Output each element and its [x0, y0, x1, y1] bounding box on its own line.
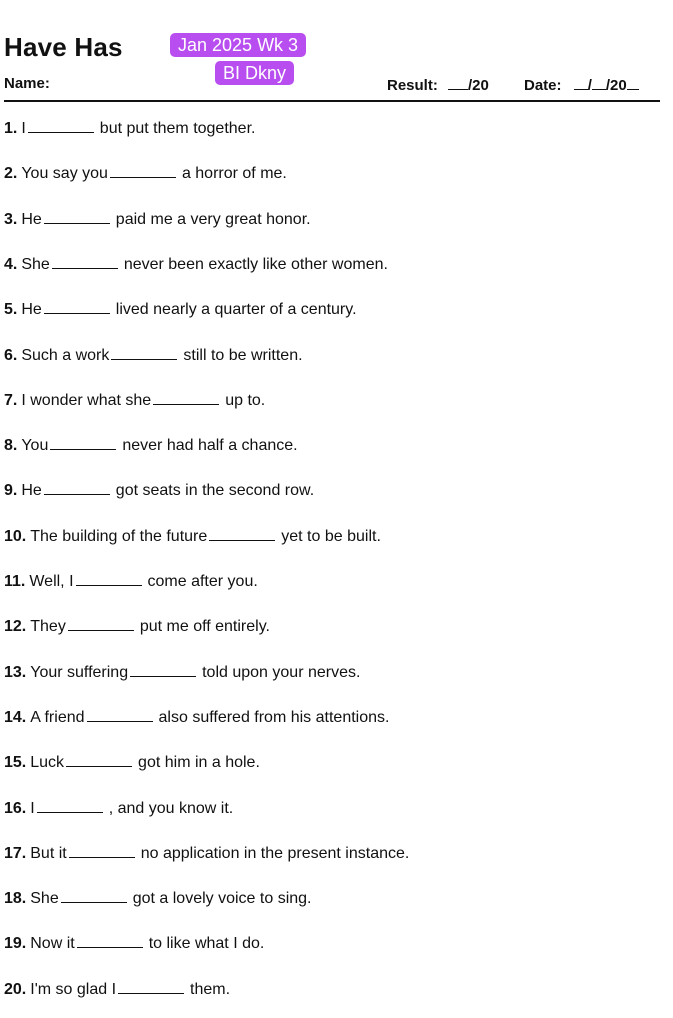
question-number: 19. — [4, 935, 27, 953]
answer-blank[interactable] — [44, 211, 110, 224]
answer-blank[interactable] — [69, 845, 135, 858]
question-text-before: She — [30, 890, 59, 908]
sticker-label-author: BI Dkny — [215, 61, 294, 85]
question-row — [4, 482, 314, 500]
question-text-after: told upon your nerves. — [202, 663, 361, 681]
date-year-blank[interactable] — [627, 75, 639, 90]
question-number: 20. — [4, 980, 27, 998]
sticker-label-week: Jan 2025 Wk 3 — [170, 33, 306, 57]
question-row — [4, 664, 360, 682]
question-number: 6. — [4, 346, 18, 364]
question-row — [4, 800, 233, 818]
question-row — [4, 618, 270, 636]
question-text-before: Such a work — [21, 346, 110, 364]
date-field — [524, 75, 639, 94]
question-number: 7. — [4, 391, 18, 409]
answer-blank[interactable] — [68, 618, 134, 631]
question-text-after: paid me a very great honor. — [115, 210, 311, 228]
question-number: 5. — [4, 301, 18, 319]
question-number: 13. — [4, 663, 27, 681]
answer-blank[interactable] — [87, 709, 153, 722]
question-text-before: I wonder what she — [21, 391, 152, 409]
question-number: 16. — [4, 799, 27, 817]
header-fields-row — [4, 75, 659, 97]
worksheet-title: Have Has — [4, 32, 123, 62]
question-text-after: also suffered from his attentions. — [158, 708, 390, 726]
question-text-before: A friend — [30, 708, 85, 726]
answer-blank[interactable] — [66, 754, 132, 767]
question-row — [4, 573, 258, 591]
question-row — [4, 845, 409, 863]
question-text-after: , and you know it. — [108, 799, 234, 817]
question-number: 8. — [4, 437, 18, 455]
answer-blank[interactable] — [52, 256, 118, 269]
question-row — [4, 301, 357, 319]
question-number: 9. — [4, 482, 18, 500]
question-row — [4, 120, 255, 138]
question-row — [4, 528, 381, 546]
question-row — [4, 256, 388, 274]
answer-blank[interactable] — [37, 800, 103, 813]
question-text-before: You — [21, 437, 49, 455]
answer-blank[interactable] — [111, 347, 177, 360]
question-text-after: put me off entirely. — [139, 618, 270, 636]
result-total: /20 — [468, 77, 489, 94]
question-text-after: but put them together. — [99, 120, 256, 137]
answer-blank[interactable] — [110, 165, 176, 178]
answer-blank[interactable] — [50, 437, 116, 450]
question-text-after: got him in a hole. — [138, 754, 260, 772]
date-year: /20 — [605, 77, 627, 94]
question-row — [4, 437, 298, 455]
date-label: Date: — [524, 77, 562, 94]
answer-blank[interactable] — [153, 392, 219, 405]
question-text-after: them. — [190, 980, 231, 998]
question-text-before: She — [21, 255, 50, 273]
question-row — [4, 981, 230, 999]
answer-blank[interactable] — [44, 482, 110, 495]
question-text-after: never had half a chance. — [122, 437, 298, 455]
result-blank[interactable] — [448, 75, 468, 90]
answer-blank[interactable] — [118, 981, 184, 994]
result-label: Result: — [387, 77, 438, 94]
answer-blank[interactable] — [209, 528, 275, 541]
answer-blank[interactable] — [76, 573, 142, 586]
question-number: 14. — [4, 708, 27, 726]
question-row — [4, 392, 265, 410]
question-text-before: Well, I — [29, 573, 74, 590]
question-text-before: I — [21, 120, 26, 137]
question-text-before: They — [30, 618, 66, 636]
question-row — [4, 754, 260, 772]
date-month-blank[interactable] — [592, 75, 606, 90]
answer-blank[interactable] — [44, 301, 110, 314]
answer-blank[interactable] — [77, 935, 143, 948]
question-text-after: up to. — [225, 391, 266, 409]
question-text-after: lived nearly a quarter of a century. — [115, 301, 357, 319]
question-number: 1. — [4, 120, 18, 137]
question-text-before: I'm so glad I — [30, 980, 117, 998]
question-number: 12. — [4, 618, 27, 636]
question-text-after: got a lovely voice to sing. — [132, 890, 312, 908]
answer-blank[interactable] — [61, 890, 127, 903]
question-row — [4, 347, 303, 365]
question-text-after: yet to be built. — [281, 527, 381, 545]
question-text-after: still to be written. — [183, 346, 303, 364]
question-text-after: come after you. — [147, 573, 258, 590]
question-number: 17. — [4, 844, 27, 862]
question-text-after: to like what I do. — [148, 935, 265, 953]
question-text-before: He — [21, 482, 42, 500]
question-text-before: I — [30, 799, 35, 817]
question-text-before: Luck — [30, 754, 65, 772]
result-field — [387, 75, 489, 94]
question-text-before: But it — [30, 844, 67, 862]
question-row — [4, 709, 389, 727]
date-separator: / — [587, 77, 592, 94]
question-text-after: got seats in the second row. — [115, 482, 315, 500]
question-row — [4, 890, 311, 908]
question-row — [4, 935, 264, 953]
question-row — [4, 165, 287, 183]
question-number: 15. — [4, 754, 27, 772]
question-text-after: a horror of me. — [181, 165, 287, 183]
question-number: 2. — [4, 165, 18, 183]
answer-blank[interactable] — [28, 120, 94, 133]
question-number: 10. — [4, 527, 27, 545]
question-text-before: You say you — [21, 165, 108, 183]
question-row — [4, 211, 311, 229]
question-number: 4. — [4, 255, 18, 273]
question-text-before: He — [21, 210, 42, 228]
question-text-after: never been exactly like other women. — [123, 255, 388, 273]
question-number: 18. — [4, 890, 27, 908]
question-text-after: no application in the present instance. — [140, 844, 410, 862]
question-number: 3. — [4, 210, 18, 228]
header-divider — [4, 100, 660, 102]
question-text-before: The building of the future — [30, 527, 208, 545]
question-text-before: Now it — [30, 935, 75, 953]
answer-blank[interactable] — [130, 664, 196, 677]
question-text-before: He — [21, 301, 42, 319]
question-text-before: Your suffering — [30, 663, 129, 681]
date-day-blank[interactable] — [574, 75, 588, 90]
question-number: 11. — [4, 573, 26, 590]
name-label: Name: — [4, 75, 50, 92]
